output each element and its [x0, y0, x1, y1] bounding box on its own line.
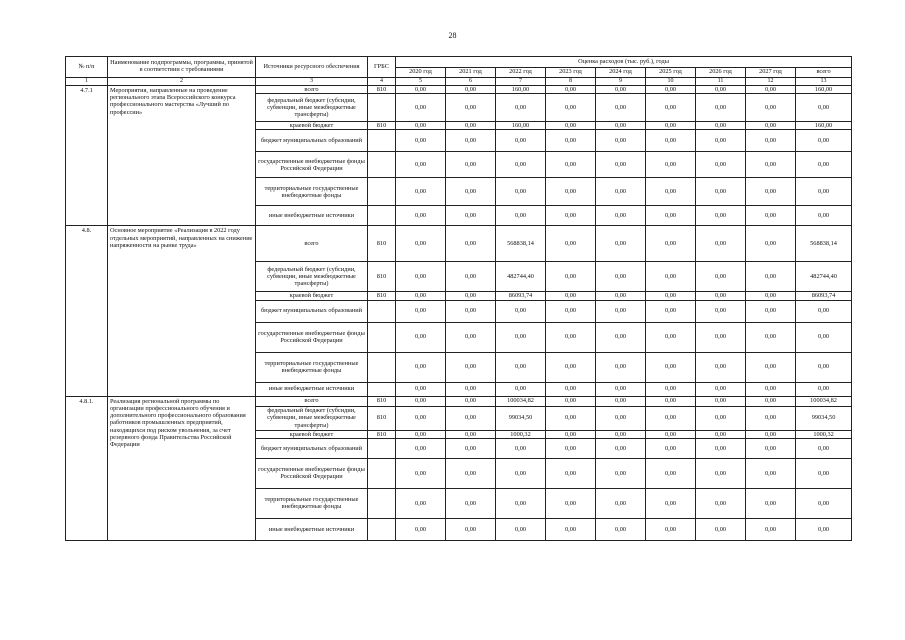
header-year: всего [796, 68, 852, 78]
year-value: 0,00 [546, 206, 596, 226]
total-value: 0,00 [796, 206, 852, 226]
year-value: 0,00 [546, 488, 596, 518]
funding-source: федеральный бюджет (субсидии, субвенции, иные межбюджетные трансферты) [256, 406, 368, 430]
year-value: 0,00 [746, 430, 796, 438]
header-no: № п/п [66, 57, 108, 78]
year-value: 0,00 [596, 406, 646, 430]
year-value: 0,00 [696, 406, 746, 430]
year-value: 0,00 [696, 488, 746, 518]
column-number: 13 [796, 78, 852, 86]
year-value: 0,00 [446, 458, 496, 488]
grbs-code [368, 322, 396, 352]
year-value: 0,00 [546, 226, 596, 262]
grbs-code: 810 [368, 262, 396, 292]
year-value: 0,00 [396, 122, 446, 130]
year-value: 0,00 [696, 122, 746, 130]
column-number: 6 [446, 78, 496, 86]
item-number: 4.8.1. [66, 396, 108, 540]
funding-source: государственные внебюджетные фонды Российской Федерации [256, 152, 368, 178]
total-value: 0,00 [796, 382, 852, 396]
year-value: 0,00 [646, 430, 696, 438]
year-value: 0,00 [746, 262, 796, 292]
column-number: 10 [646, 78, 696, 86]
year-value: 0,00 [696, 152, 746, 178]
column-number: 11 [696, 78, 746, 86]
year-value: 0,00 [546, 178, 596, 206]
year-value: 0,00 [546, 430, 596, 438]
year-value: 0,00 [446, 178, 496, 206]
page-number: 28 [448, 31, 457, 40]
year-value: 0,00 [446, 352, 496, 382]
year-value: 100034,82 [496, 396, 546, 406]
year-value: 0,00 [546, 352, 596, 382]
year-value: 0,00 [696, 518, 746, 540]
year-value: 0,00 [496, 458, 546, 488]
funding-source: бюджет муниципальных образований [256, 300, 368, 322]
year-value: 0,00 [446, 406, 496, 430]
year-value: 0,00 [746, 488, 796, 518]
grbs-code [368, 300, 396, 322]
year-value: 0,00 [396, 382, 446, 396]
header-year: 2027 год [746, 68, 796, 78]
year-value: 0,00 [546, 292, 596, 300]
year-value: 0,00 [696, 292, 746, 300]
grbs-code [368, 438, 396, 458]
year-value: 0,00 [646, 488, 696, 518]
year-value: 0,00 [596, 122, 646, 130]
table-row [66, 85, 852, 93]
year-value: 0,00 [746, 322, 796, 352]
year-value: 0,00 [746, 438, 796, 458]
year-value: 0,00 [746, 458, 796, 488]
year-value: 0,00 [396, 178, 446, 206]
year-value: 0,00 [596, 382, 646, 396]
total-value: 100034,82 [796, 396, 852, 406]
column-number: 9 [596, 78, 646, 86]
year-value: 0,00 [546, 458, 596, 488]
year-value: 0,00 [446, 396, 496, 406]
year-value: 0,00 [696, 130, 746, 152]
year-value: 0,00 [746, 382, 796, 396]
grbs-code: 810 [368, 406, 396, 430]
year-value: 0,00 [646, 438, 696, 458]
grbs-code [368, 488, 396, 518]
grbs-code [368, 518, 396, 540]
year-value: 0,00 [596, 352, 646, 382]
year-value: 0,00 [746, 406, 796, 430]
grbs-code [368, 206, 396, 226]
year-value: 0,00 [696, 262, 746, 292]
funding-source: краевой бюджет [256, 122, 368, 130]
year-value: 0,00 [396, 85, 446, 93]
year-value: 0,00 [696, 178, 746, 206]
year-value: 0,00 [646, 396, 696, 406]
total-value: 0,00 [796, 322, 852, 352]
year-value: 0,00 [646, 130, 696, 152]
year-value: 0,00 [696, 396, 746, 406]
year-value: 0,00 [496, 518, 546, 540]
year-value: 0,00 [746, 226, 796, 262]
total-value: 99034,50 [796, 406, 852, 430]
funding-source: иные внебюджетные источники [256, 382, 368, 396]
year-value: 0,00 [596, 85, 646, 93]
column-number: 8 [546, 78, 596, 86]
column-number: 4 [368, 78, 396, 86]
funding-source: всего [256, 396, 368, 406]
year-value: 0,00 [446, 206, 496, 226]
year-value: 0,00 [696, 94, 746, 122]
grbs-code: 810 [368, 396, 396, 406]
year-value: 0,00 [546, 122, 596, 130]
budget-table [65, 56, 852, 541]
year-value: 0,00 [646, 226, 696, 262]
funding-source: государственные внебюджетные фонды Российской Федерации [256, 458, 368, 488]
year-value: 0,00 [546, 438, 596, 458]
column-number: 2 [108, 78, 256, 86]
year-value: 0,00 [496, 130, 546, 152]
year-value: 0,00 [446, 382, 496, 396]
grbs-code [368, 130, 396, 152]
total-value: 0,00 [796, 518, 852, 540]
year-value: 0,00 [646, 122, 696, 130]
funding-source: всего [256, 226, 368, 262]
year-value: 0,00 [496, 178, 546, 206]
year-value: 0,00 [596, 438, 646, 458]
year-value: 0,00 [646, 382, 696, 396]
total-value: 0,00 [796, 130, 852, 152]
year-value: 0,00 [396, 396, 446, 406]
total-value: 0,00 [796, 458, 852, 488]
total-value: 1000,32 [796, 430, 852, 438]
year-value: 0,00 [746, 94, 796, 122]
year-value: 0,00 [546, 406, 596, 430]
year-value: 99034,50 [496, 406, 546, 430]
year-value: 0,00 [646, 178, 696, 206]
year-value: 0,00 [496, 352, 546, 382]
total-value: 0,00 [796, 488, 852, 518]
column-number: 3 [256, 78, 368, 86]
funding-source: территориальные государственные внебюджетные фонды [256, 178, 368, 206]
year-value: 0,00 [646, 94, 696, 122]
year-value: 0,00 [396, 322, 446, 352]
total-value: 0,00 [796, 94, 852, 122]
year-value: 0,00 [446, 430, 496, 438]
year-value: 0,00 [446, 122, 496, 130]
year-value: 0,00 [396, 206, 446, 226]
header-year: 2024 год [596, 68, 646, 78]
total-value: 0,00 [796, 178, 852, 206]
total-value: 86093,74 [796, 292, 852, 300]
funding-source: краевой бюджет [256, 292, 368, 300]
year-value: 0,00 [446, 300, 496, 322]
year-value: 0,00 [446, 152, 496, 178]
year-value: 0,00 [546, 322, 596, 352]
year-value: 0,00 [546, 85, 596, 93]
year-value: 160,00 [496, 122, 546, 130]
year-value: 0,00 [646, 206, 696, 226]
grbs-code: 810 [368, 226, 396, 262]
year-value: 86093,74 [496, 292, 546, 300]
year-value: 0,00 [396, 226, 446, 262]
funding-source: бюджет муниципальных образований [256, 438, 368, 458]
total-value: 568838,14 [796, 226, 852, 262]
year-value: 0,00 [496, 94, 546, 122]
funding-source: территориальные государственные внебюджетные фонды [256, 352, 368, 382]
year-value: 0,00 [696, 300, 746, 322]
year-value: 0,00 [496, 438, 546, 458]
year-value: 1000,32 [496, 430, 546, 438]
year-value: 0,00 [696, 382, 746, 396]
funding-source: иные внебюджетные источники [256, 206, 368, 226]
grbs-code: 810 [368, 292, 396, 300]
year-value: 0,00 [496, 382, 546, 396]
header-source: Источники ресурсного обеспечения [256, 57, 368, 78]
total-value: 0,00 [796, 300, 852, 322]
column-number: 5 [396, 78, 446, 86]
year-value: 0,00 [396, 458, 446, 488]
grbs-code [368, 178, 396, 206]
year-value: 0,00 [396, 518, 446, 540]
year-value: 0,00 [596, 262, 646, 292]
total-value: 0,00 [796, 438, 852, 458]
year-value: 0,00 [696, 322, 746, 352]
header-year: 2026 год [696, 68, 746, 78]
year-value: 0,00 [646, 518, 696, 540]
year-value: 0,00 [596, 226, 646, 262]
grbs-code [368, 458, 396, 488]
funding-source: федеральный бюджет (субсидии, субвенции, иные межбюджетные трансферты) [256, 94, 368, 122]
year-value: 0,00 [696, 438, 746, 458]
total-value: 160,00 [796, 122, 852, 130]
column-number: 12 [746, 78, 796, 86]
header-name: Наименование подпрограммы, программы, принятой в соответствии с требованиями [108, 57, 256, 78]
total-value: 160,00 [796, 85, 852, 93]
year-value: 0,00 [446, 130, 496, 152]
year-value: 0,00 [746, 152, 796, 178]
year-value: 0,00 [746, 292, 796, 300]
year-value: 0,00 [596, 300, 646, 322]
item-number: 4.7.1 [66, 85, 108, 225]
year-value: 0,00 [746, 122, 796, 130]
year-value: 0,00 [746, 396, 796, 406]
total-value: 0,00 [796, 352, 852, 382]
grbs-code: 810 [368, 85, 396, 93]
year-value: 0,00 [496, 322, 546, 352]
year-value: 0,00 [546, 518, 596, 540]
funding-source: всего [256, 85, 368, 93]
year-value: 0,00 [496, 488, 546, 518]
year-value: 160,00 [496, 85, 546, 93]
year-value: 0,00 [496, 152, 546, 178]
year-value: 0,00 [696, 206, 746, 226]
year-value: 0,00 [696, 430, 746, 438]
grbs-code [368, 152, 396, 178]
year-value: 0,00 [596, 322, 646, 352]
year-value: 0,00 [646, 406, 696, 430]
year-value: 0,00 [596, 206, 646, 226]
item-name: Основное мероприятие «Реализация в 2022 году отдельных мероприятий, направленных на снижение напряженности на рынке труда» [108, 226, 256, 396]
year-value: 0,00 [746, 130, 796, 152]
table-header [66, 57, 852, 86]
header-year: 2022 год [496, 68, 546, 78]
grbs-code [368, 382, 396, 396]
funding-source: иные внебюджетные источники [256, 518, 368, 540]
header-grbs: ГРБС [368, 57, 396, 78]
year-value: 568838,14 [496, 226, 546, 262]
funding-source: государственные внебюджетные фонды Российской Федерации [256, 322, 368, 352]
year-value: 0,00 [546, 382, 596, 396]
year-value: 0,00 [546, 130, 596, 152]
year-value: 0,00 [396, 94, 446, 122]
header-year: 2025 год [646, 68, 696, 78]
year-value: 0,00 [446, 226, 496, 262]
year-value: 0,00 [596, 152, 646, 178]
year-value: 0,00 [646, 292, 696, 300]
year-value: 0,00 [396, 130, 446, 152]
year-value: 0,00 [646, 322, 696, 352]
year-value: 0,00 [596, 488, 646, 518]
year-value: 0,00 [446, 85, 496, 93]
grbs-code: 810 [368, 122, 396, 130]
year-value: 0,00 [396, 352, 446, 382]
table-row [66, 396, 852, 406]
year-value: 0,00 [696, 352, 746, 382]
year-value: 0,00 [496, 300, 546, 322]
year-value: 0,00 [596, 396, 646, 406]
header-estimate: Оценка расходов (тыс. руб.), годы [396, 57, 852, 68]
total-value: 482744,40 [796, 262, 852, 292]
funding-source: федеральный бюджет (субсидии, субвенции, иные межбюджетные трансферты) [256, 262, 368, 292]
year-value: 0,00 [746, 300, 796, 322]
year-value: 0,00 [746, 85, 796, 93]
year-value: 0,00 [446, 438, 496, 458]
total-value: 0,00 [796, 152, 852, 178]
year-value: 0,00 [446, 292, 496, 300]
year-value: 0,00 [396, 488, 446, 518]
year-value: 0,00 [746, 206, 796, 226]
year-value: 0,00 [746, 178, 796, 206]
funding-source: бюджет муниципальных образований [256, 130, 368, 152]
year-value: 0,00 [396, 438, 446, 458]
year-value: 0,00 [546, 300, 596, 322]
year-value: 0,00 [696, 85, 746, 93]
year-value: 0,00 [596, 94, 646, 122]
year-value: 482744,40 [496, 262, 546, 292]
year-value: 0,00 [496, 206, 546, 226]
year-value: 0,00 [446, 262, 496, 292]
grbs-code [368, 352, 396, 382]
item-name: Реализация региональной программы по организации профессионального обучения и дополнительного профессионального образования работников промышленных предприятий, находящихся под риском увольнения, за счет резервного фонда Правительства Российской Федерации [108, 396, 256, 540]
year-value: 0,00 [546, 94, 596, 122]
column-numbering-row [66, 78, 852, 86]
year-value: 0,00 [596, 458, 646, 488]
header-year: 2021 год [446, 68, 496, 78]
year-value: 0,00 [646, 300, 696, 322]
year-value: 0,00 [646, 458, 696, 488]
year-value: 0,00 [596, 430, 646, 438]
table-row [66, 226, 852, 262]
grbs-code [368, 94, 396, 122]
column-number: 1 [66, 78, 108, 86]
table-body [66, 85, 852, 540]
year-value: 0,00 [446, 94, 496, 122]
item-number: 4.8. [66, 226, 108, 396]
header-year: 2023 год [546, 68, 596, 78]
year-value: 0,00 [646, 262, 696, 292]
year-value: 0,00 [396, 406, 446, 430]
funding-source: территориальные государственные внебюджетные фонды [256, 488, 368, 518]
year-value: 0,00 [596, 130, 646, 152]
year-value: 0,00 [446, 488, 496, 518]
column-number: 7 [496, 78, 546, 86]
year-value: 0,00 [696, 226, 746, 262]
grbs-code: 810 [368, 430, 396, 438]
year-value: 0,00 [546, 152, 596, 178]
year-value: 0,00 [546, 262, 596, 292]
item-name: Мероприятия, направленные на проведение регионального этапа Всероссийского конкурса профессионального мастерства «Лучший по профессии» [108, 85, 256, 225]
year-value: 0,00 [746, 352, 796, 382]
year-value: 0,00 [396, 262, 446, 292]
year-value: 0,00 [646, 352, 696, 382]
year-value: 0,00 [396, 430, 446, 438]
year-value: 0,00 [596, 292, 646, 300]
year-value: 0,00 [746, 518, 796, 540]
year-value: 0,00 [646, 152, 696, 178]
header-year: 2020 год [396, 68, 446, 78]
year-value: 0,00 [396, 152, 446, 178]
year-value: 0,00 [696, 458, 746, 488]
year-value: 0,00 [646, 85, 696, 93]
year-value: 0,00 [546, 396, 596, 406]
year-value: 0,00 [396, 292, 446, 300]
year-value: 0,00 [446, 518, 496, 540]
year-value: 0,00 [446, 322, 496, 352]
year-value: 0,00 [596, 178, 646, 206]
year-value: 0,00 [596, 518, 646, 540]
year-value: 0,00 [396, 300, 446, 322]
funding-source: краевой бюджет [256, 430, 368, 438]
